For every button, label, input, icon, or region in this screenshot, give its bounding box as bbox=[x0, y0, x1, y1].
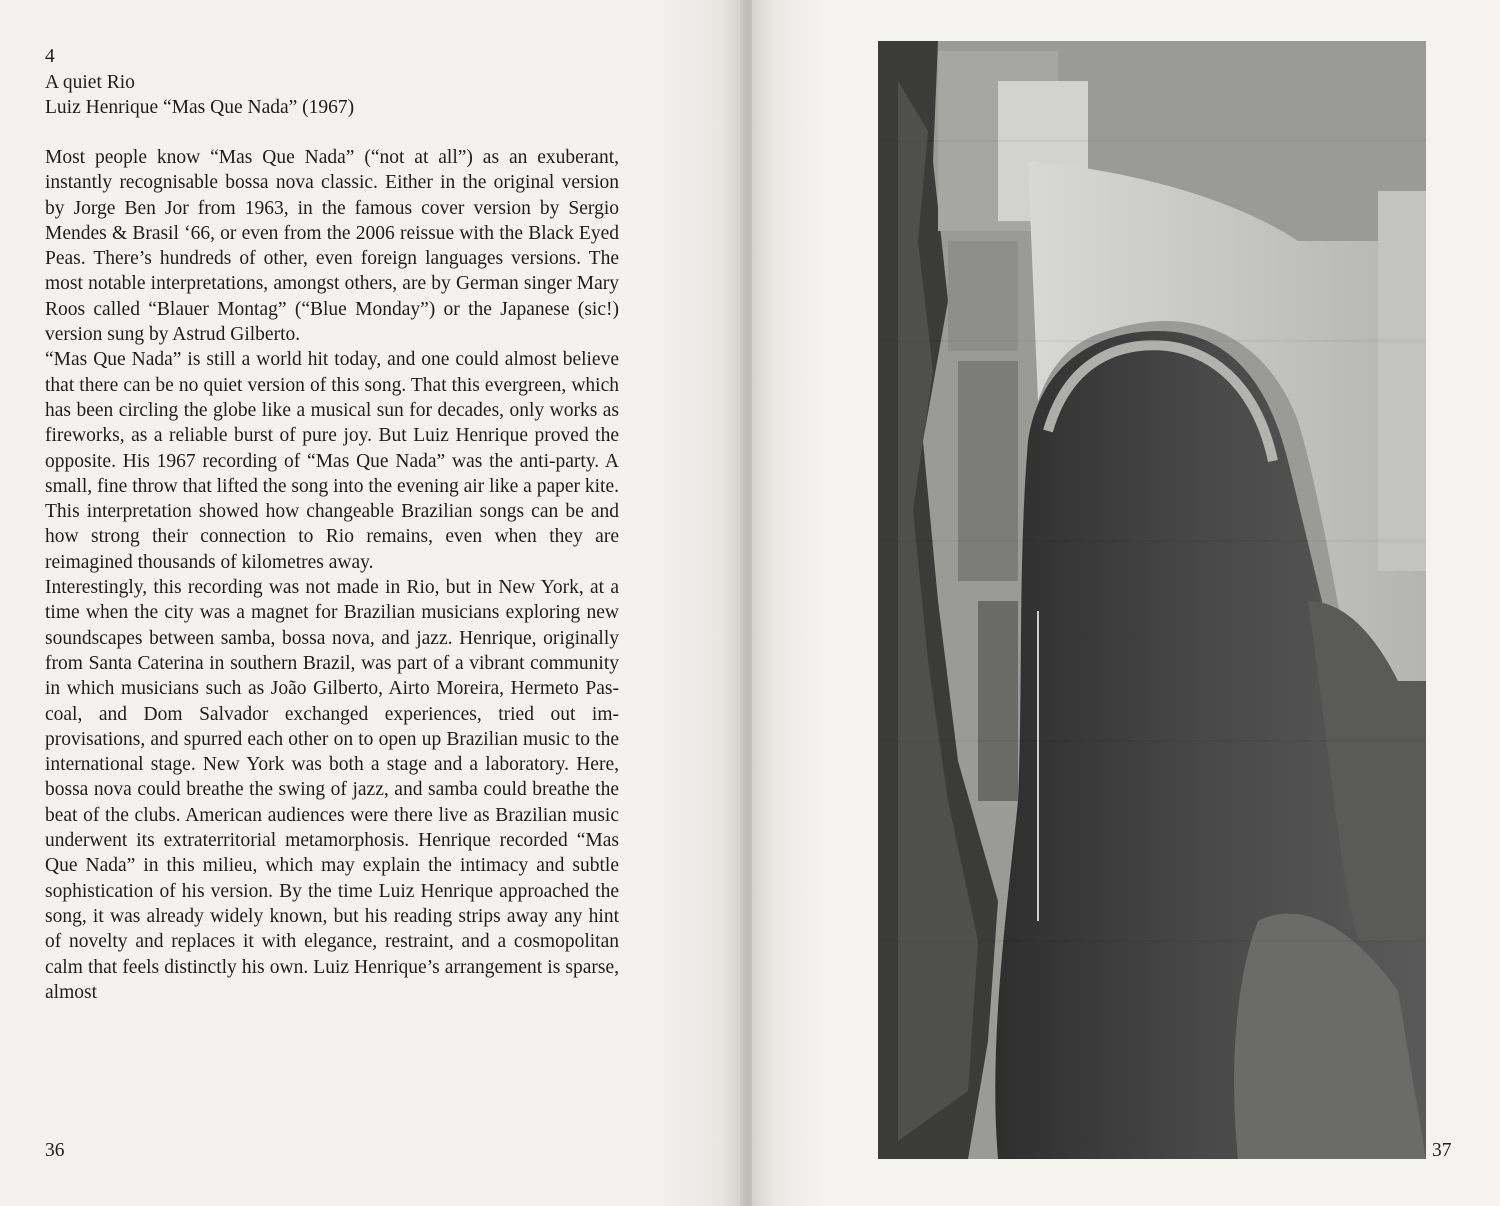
page-number-left: 36 bbox=[45, 1140, 65, 1161]
song-credit: Luiz Henrique “Mas Que Nada” (1967) bbox=[45, 97, 355, 118]
chapter-number: 4 bbox=[45, 46, 55, 67]
paragraph-3: Interestingly, this recording was not made in Rio, but in New York, at a time when the city was a magnet for Brazilian musicians exploring new soundscapes between samba, bossa nova, and jazz. Henrique, originally from Santa Caterina in southern Brazil, was part of a vibrant community in which musicians such as João Gilberto, Airto Moreira, Hermeto Pascoal, and Dom Salvador exchanged experiences, tried out improvisations, and spurred each other on to open up Brazilian music to the international stage. New York was both a stage and a laboratory. Here, bossa nova could breathe the swing of jazz, and samba could breathe the beat of the clubs. American audiences were there live as Brazilian music underwent its extraterritorial metamorphosis. Henrique recorded “Mas Que Nada” in this milieu, which may explain the intimacy and subtle sophistication of his version. By the time Luiz Henrique approached the song, it was already widely known, but his reading strips away any hint of novelty and replaces it with elegance, restraint, and a cosmopolitan calm that feels distinctly his own. Luiz Henrique’s arrangement is sparse, almost bbox=[45, 577, 619, 1003]
beach-photograph bbox=[878, 41, 1426, 1159]
page-number-right: 37 bbox=[1432, 1140, 1452, 1161]
paragraph-1: Most people know “Mas Que Nada” (“not at all”) as an exuberant, instantly recognisable bossa nova classic. Either in the original version by Jorge Ben Jor from 1963, in the famous cover version by Sergio Mendes & Brasil ‘66, or even from the 2006 reissue with the Black Eyed Peas. There’s hundreds of other, even foreign languages versions. The most notable interpretations, amongst others, are by German singer Mary Roos called “Blauer Montag” (“Blue Monday”) or the Japanese (sic!) version sung by Astrud Gilberto. bbox=[45, 147, 619, 346]
left-page bbox=[0, 0, 744, 1206]
paragraph-2: “Mas Que Nada” is still a world hit today, and one could almost believe that there can be no quiet version of this song. That this evergreen, which has been circling the globe like a musical sun for decades, only works as fireworks, as a reliable burst of pure joy. But Luiz Henrique proved the opposite. His 1967 recording of “Mas Que Nada” was the anti-party. A small, fine throw that lifted the song into the evening air like a paper kite. This interpretation showed how changeable Brazilian songs can be and how strong their connection to Rio remains, even when they are reimagined thousands of kilometres away. bbox=[45, 349, 620, 573]
chapter-heading bbox=[45, 44, 354, 121]
body-text bbox=[45, 145, 619, 1005]
chapter-title: A quiet Rio bbox=[45, 71, 135, 93]
